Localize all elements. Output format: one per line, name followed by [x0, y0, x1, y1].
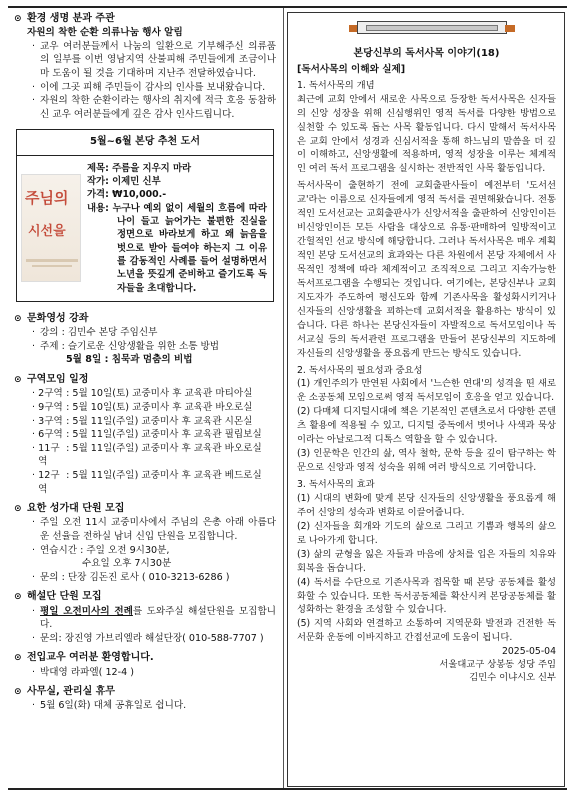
- env-title: 환경 생명 분과 주관: [27, 13, 115, 24]
- culture-title: 문화영성 강좌: [27, 313, 89, 325]
- table-row: · 3구역 : 5월 11일(주일) 교중미사 후 교육관 시몬실: [32, 415, 253, 427]
- table-row: · 11구역 : 5월 11일(주일) 교중미사 후 교육관 바오로실: [32, 442, 262, 468]
- circle-bullet-icon: ⊙: [14, 503, 22, 514]
- district-section: [14, 373, 276, 496]
- book-cover-image: [21, 174, 81, 282]
- guide-section: [14, 590, 276, 645]
- left-column: [14, 12, 276, 719]
- choir-contact: · 문의 : 단장 김돈진 로사 ( 010-3213-6286 ): [14, 571, 276, 585]
- circle-bullet-icon: ⊙: [14, 653, 22, 664]
- paragraph: (3) 인문학은 인간의 삶, 역사 철학, 문학 등을 깊이 탐구하는 학문으로 신앙과 영적 성숙을 위해 여러 방식으로 기여합니다.: [297, 448, 556, 474]
- office-section: [14, 685, 276, 713]
- paragraph: (3) 삶의 균형을 잃은 자들과 마음에 상처를 입은 자들의 치유와 회복을 돕습니다.: [297, 548, 556, 574]
- guide-contact: · 문의: 장진영 가브리엘라 해설단장( 010-588-7707 ): [14, 632, 276, 646]
- book-author: 작가: 이제민 신부: [87, 175, 161, 187]
- pastor-column: [287, 12, 565, 787]
- heading: 2. 독서사목의 필요성과 중요성: [297, 364, 423, 376]
- list-item: · 주일 오전 11시 교중미사에서 주님의 은총 아래 아름다운 선율을 전하실 남녀 신입 단원을 모집합니다.: [14, 516, 276, 543]
- culture-date: 5월 8일 : 침묵과 멈춤의 비법: [66, 354, 193, 366]
- paragraph: 최근에 교회 안에서 새로운 사목으로 등장한 독서사목은 신자들의 신앙 성장을 위해 신심행위인 영적 독서를 다양한 방법으로 실천할 수 있도록 돕는 사목 활동입니다. 다시 말해서 독서사목은 교회 안에서 성경과 신심서적을 통해 하느님의 말씀을 더 깊이 이해하고, 신앙생활에 적용하며, 영적 성장을 이루는 체계적인 여러 독서 프로그램을 실시하는 전반적인 사목 활동입니다.: [297, 93, 556, 175]
- paragraph: (2) 신자들을 회개와 기도의 삶으로 그리고 기쁨과 행복의 삶으로 나아가게 합니다.: [297, 520, 556, 546]
- table-row: · 12구역 : 5월 11일(주일) 교중미사 후 교육관 베드로실: [32, 469, 262, 495]
- column-divider: [283, 8, 284, 788]
- bottom-rule: [8, 788, 567, 790]
- list-item: · 주제 : 슬기로운 신앙생활을 위한 소통 방법: [14, 340, 276, 354]
- choir-section: [14, 502, 276, 584]
- practice-time: · 연습시간 : 주일 오전 9시30분,: [14, 544, 276, 558]
- list-item: · 교우 여러분들께서 나눔의 일환으로 기부해주신 의류품의 일부를 이번 영남지역 산불피해 주민들에게 조금이나마 도움이 될 것을 기대하며 지난주 전달하였습니다.: [14, 40, 276, 81]
- env-subtitle: 자원의 착한 순환 의류나눔 행사 알림: [27, 27, 183, 39]
- top-rule: [8, 6, 567, 8]
- book-price: 가격: ₩10,000.-: [87, 189, 167, 201]
- scroll-banner-icon: [297, 15, 556, 45]
- book-title: 제목: 주름을 지우지 마라: [87, 162, 192, 174]
- column-subtitle: [독서사목의 이해와 실제]: [297, 64, 406, 76]
- paragraph: (1) 시대의 변화에 맞게 본당 신자들의 신앙생활을 풍요롭게 해주어 신앙의 성숙과 변화로 이끌어줍니다.: [297, 492, 556, 518]
- welcome-title: 전입교우 여러분 환영합니다.: [27, 652, 154, 664]
- recommended-book-box: [16, 129, 274, 302]
- signature-line2: 김민수 이냐시오 신부: [469, 672, 556, 684]
- office-title: 사무실, 관리실 휴무: [27, 686, 116, 698]
- culture-section: [14, 312, 276, 367]
- circle-bullet-icon: ⊙: [14, 374, 22, 385]
- guide-underlined: 평일 오전미사의 전례: [40, 605, 133, 617]
- circle-bullet-icon: ⊙: [14, 686, 22, 697]
- column-title: 본당신부의 독서사목 이야기(18): [353, 48, 500, 59]
- cover-title-line2: 시선을: [28, 223, 66, 239]
- choir-title: 요한 성가대 단원 모집: [27, 503, 125, 515]
- column-date: 2025-05-04: [501, 646, 556, 658]
- practice-time-2: 수요일 오후 7시30분: [82, 558, 172, 570]
- circle-bullet-icon: ⊙: [14, 592, 22, 603]
- list-item: · 이에 그곳 피해 주민들이 감사의 인사를 보내왔습니다.: [14, 81, 276, 95]
- paragraph: (4) 독서를 수단으로 기존사목과 접목할 때 본당 공동체를 활성화할 수 있습니다. 또한 독서공동체를 확산시켜 본당공동체를 활성화하는 환경을 조성할 수 있습니다.: [297, 576, 556, 616]
- book-info: [87, 162, 267, 295]
- list-item: · 5월 6일(화) 대체 공휴일로 쉽니다.: [14, 699, 276, 713]
- paragraph: (1) 개인주의가 만연된 사회에서 '느슨한 연대'의 성격을 띤 새로운 소공동체 모임으로써 영적 독서모임이 호응을 얻고 있습니다.: [297, 378, 556, 404]
- paragraph: (5) 지역 사회와 연결하고 소통하여 지역문화 발전과 건전한 독서문화 운동에 이바지하고 간접선교에 도움이 됩니다.: [297, 618, 556, 644]
- list-item: · 강의 : 김민수 본당 주임신부: [14, 326, 276, 340]
- welcome-section: [14, 651, 276, 679]
- list-item: · 자원의 착한 순환이라는 행사의 취지에 적극 호응 동참하신 교우 여러분들에게 깊은 감사 인사드립니다.: [14, 94, 276, 121]
- env-section: [14, 12, 276, 121]
- heading: 1. 독서사목의 개념: [297, 79, 375, 91]
- paragraph: (2) 다매체 디지털시대에 책은 기본적인 콘텐츠로서 다양한 콘텐츠 활용에 적용될 수 있고, 디지털 중독에서 벗어나 사색과 묵상이라는 아날로그적 디톡스 역할을 할 수 있습니다.: [297, 406, 556, 446]
- book-box-title: 5월~6월 본당 추천 도서: [17, 130, 273, 155]
- paragraph: 독서사목이 출현하기 전에 교회출판사들이 예전부터 '도서선교'라는 이름으로 신자들에게 영적 독서를 권면해왔습니다. 전통적인 도서선교는 교회출판사가 신앙서적을 출판하여 신앙인이든 비신앙인이든 모든 사람을 대상으로 유통·판매하여 일방적이고 간헐적인 선교 방식에 해당합니다. 그러나 독서사목은 매우 계획적인 본당 도서선교의 효과와는 다른 차원에서 본당 자체에서 사목적인 정책에 따라 체계적이고 조직적으로 그리고 지속가능한 독서프로그램을 수행되는 것입니다. 여기에는, 본당신부나 교회지도자가 주도하여 평신도와 함께 기존사목을 활성화시키거나 신자들의 신앙생활을 꾀하는데 교회서적을 활용하는 방식이 있습니다. 다른 하나는 본당신자들이 자발적으로 독서모임이나 독서교실 등의 독서관련 프로그램을 만들어 본당신부의 지도하에 자신들의 신앙생활을 풍요롭게 만드는 방식도 있습니다.: [297, 180, 556, 359]
- cover-title-line1: 주님의: [25, 188, 69, 207]
- district-title: 구역모임 일정: [27, 374, 89, 386]
- circle-bullet-icon: ⊙: [14, 13, 22, 24]
- table-row: · 6구역 : 5월 11일(주일) 교중미사 후 교육관 필립보실: [32, 429, 262, 441]
- table-row: · 9구역 : 5월 10일(토) 교중미사 후 교육관 바오로실: [32, 401, 253, 413]
- list-item: · 박대영 라파엘( 12-4 ): [14, 666, 276, 680]
- guide-title: 해설단 단원 모집: [27, 591, 102, 603]
- circle-bullet-icon: ⊙: [14, 313, 22, 324]
- signature-line1: 서울대교구 상봉동 성당 주임: [439, 659, 556, 671]
- book-description: 내용: 누구나 예외 없이 세월의 흐름에 따라 나이 들고 늙어가는 불편한 진실을 정면으로 바라보게 하고 왜 늙음을 벗으로 받아 들여야 하는지 그 이유를 감동적인 사례를 들어 설명하면서 노년을 뜻깊게 준비하고 즐기도록 독자들을 초대합니다.: [87, 202, 267, 294]
- table-row: · 2구역 : 5월 10일(토) 교중미사 후 교육관 마티아실: [32, 388, 253, 400]
- heading: 3. 독서사목의 효과: [297, 479, 375, 491]
- list-item: · 평일 오전미사의 전례를 도와주실 해설단원을 모집합니다.: [14, 605, 276, 632]
